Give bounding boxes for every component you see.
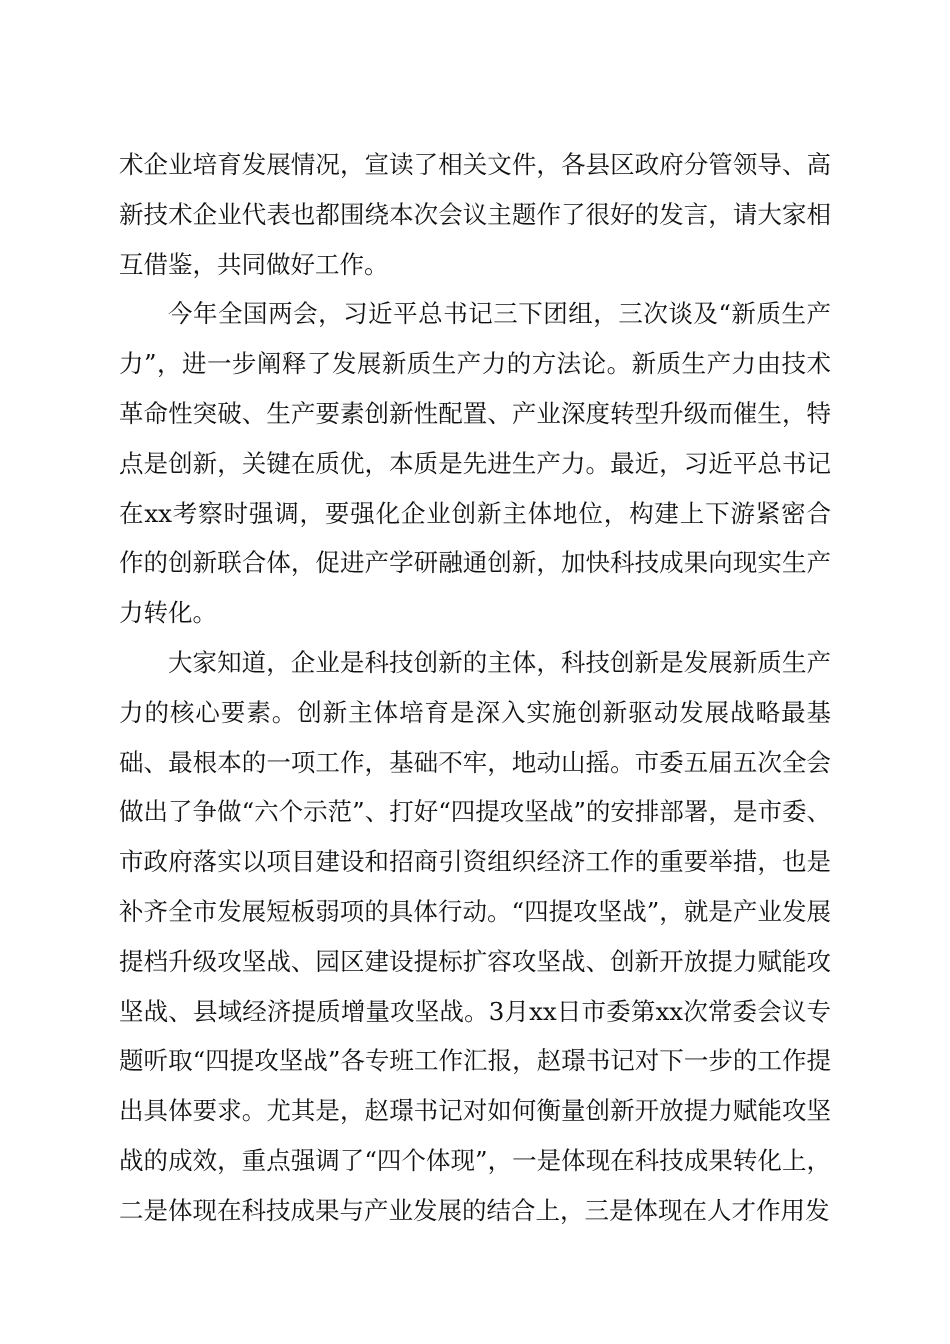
paragraph-continued: 术企业培育发展情况，宣读了相关文件，各县区政府分管领导、高新技术企业代表也都围绕本次会议主题作了很好的发言，请大家相互借鉴，共同做好工作。 bbox=[119, 150, 831, 279]
document-body bbox=[119, 140, 831, 1236]
paragraph-innovation-subject: 大家知道，企业是科技创新的主体，科技创新是发展新质生产力的核心要素。创新主体培育是深入实施创新驱动发展战略最基础、最根本的一项工作，基础不牢，地动山摇。市委五届五次全会做出了争做“六个示范”、打好“四提攻坚战”的安排部署，是市委、市政府落实以项目建设和招商引资组织经济工作的重要举措，也是补齐全市发展短板弱项的具体行动。“四提攻坚战”，就是产业发展提档升级攻坚战、园区建设提标扩容攻坚战、创新开放提力赋能攻坚战、县域经济提质增量攻坚战。3月xx日市委第xx次常委会议专题听取“四提攻坚战”各专班工作汇报，赵璟书记对下一步的工作提出具体要求。尤其是，赵璟书记对如何衡量创新开放提力赋能攻坚战的成效，重点强调了“四个体现”，一是体现在科技成果转化上，二是体现在科技成果与产业发展的结合上，三是体现在人才作用发 bbox=[119, 647, 831, 1225]
paragraph-new-productivity: 今年全国两会，习近平总书记三下团组，三次谈及“新质生产力”，进一步阐释了发展新质生产力的方法论。新质生产力由技术革命性突破、生产要素创新性配置、产业深度转型升级而催生，特点是创新，关键在质优，本质是先进生产力。最近，习近平总书记在xx考察时强调，要强化企业创新主体地位，构建上下游紧密合作的创新联合体，促进产学研融通创新，加快科技成果向现实生产力转化。 bbox=[119, 299, 831, 628]
